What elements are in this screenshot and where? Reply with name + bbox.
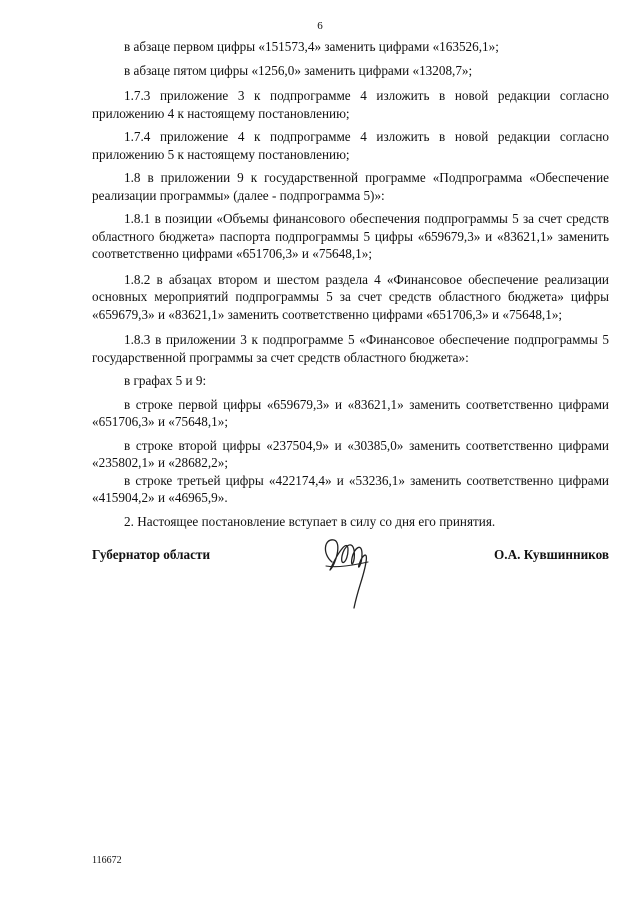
handwritten-signature-icon bbox=[318, 532, 374, 610]
paragraph: 1.7.3 приложение 3 к подпрограмме 4 изложить в новой редакции согласно приложению 4 к настоящему постановлению; bbox=[92, 88, 609, 121]
paragraph: 1.8.2 в абзацах втором и шестом раздела 4 «Финансовое обеспечение реализации основных мероприятий подпрограммы 5 за счет средств областного бюджета» цифры «659679,3» и «83621,1» заменить соответственно цифрами «651706,3» и «75648,1»; bbox=[92, 271, 609, 322]
paragraph: в абзаце пятом цифры «1256,0» заменить цифрами «13208,7»; bbox=[124, 62, 473, 78]
paragraph: в абзаце первом цифры «151573,4» заменить цифрами «163526,1»; bbox=[124, 39, 499, 54]
document-code: 116672 bbox=[92, 855, 122, 866]
paragraph: в строке второй цифры «237504,9» и «30385,0» заменить соответственно цифрами «235802,1» и «28682,2»; bbox=[92, 437, 609, 470]
paragraph: 1.8.3 в приложении 3 к подпрограмме 5 «Финансовое обеспечение подпрограммы 5 государственной программы за счет средств областного бюджета»: bbox=[92, 332, 609, 365]
paragraph: 1.8.1 в позиции «Объемы финансового обеспечения подпрограммы 5 за счет средств областного бюджета» паспорта подпрограммы 5 цифры «659679,3» и «83621,1» заменить соответственно цифрами «651706,3» и «75648,1»; bbox=[92, 211, 609, 261]
page-number: 6 bbox=[317, 20, 323, 32]
signer-position: Губернатор области bbox=[92, 547, 211, 562]
paragraph: 1.8 в приложении 9 к государственной программе «Подпрограмма «Обеспечение реализации программы» (далее - подпрограмма 5)»: bbox=[92, 170, 609, 203]
signer-name: О.А. Кувшинников bbox=[494, 547, 609, 562]
paragraph: 1.7.4 приложение 4 к подпрограмме 4 изложить в новой редакции согласно приложению 5 к настоящему постановлению; bbox=[92, 129, 609, 162]
paragraph: 2. Настоящее постановление вступает в силу со дня его принятия. bbox=[124, 513, 496, 529]
paragraph: в строке третьей цифры «422174,4» и «53236,1» заменить соответственно цифрами «415904,2» и «46965,9». bbox=[92, 472, 609, 505]
paragraph: в строке первой цифры «659679,3» и «83621,1» заменить соответственно цифрами «651706,3» и «75648,1»; bbox=[92, 396, 609, 429]
document-body bbox=[92, 38, 609, 530]
paragraph: в графах 5 и 9: bbox=[124, 373, 207, 388]
